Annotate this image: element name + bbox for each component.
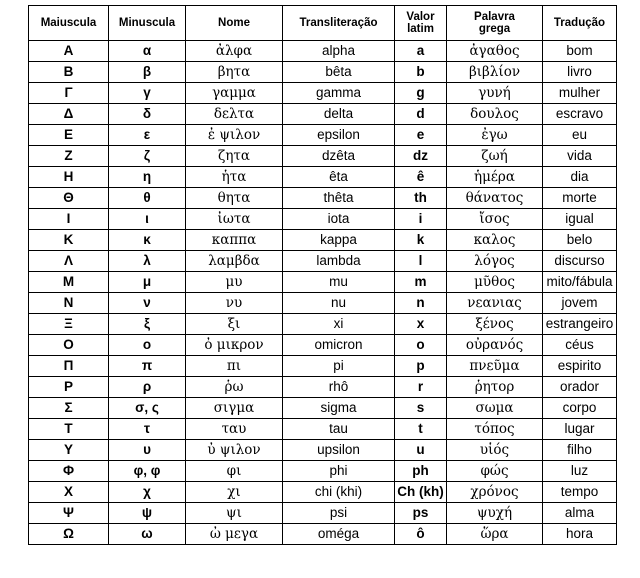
cell-nome: ξι (186, 314, 283, 335)
cell-nome: ταυ (186, 419, 283, 440)
cell-minuscula: ν (109, 293, 186, 314)
cell-maiuscula: Ν (29, 293, 109, 314)
cell-traducao: jovem (543, 293, 617, 314)
cell-palavra-grega: νεανιας (447, 293, 543, 314)
cell-palavra-grega: ψυχή (447, 503, 543, 524)
table-row (29, 419, 617, 440)
cell-nome: φι (186, 461, 283, 482)
cell-palavra-grega: ἴσος (447, 209, 543, 230)
cell-nome: μυ (186, 272, 283, 293)
table-row (29, 230, 617, 251)
table-row (29, 524, 617, 545)
cell-valor-latim: th (395, 188, 447, 209)
cell-transliteracao: chi (khi) (283, 482, 395, 503)
cell-traducao: dia (543, 167, 617, 188)
cell-valor-latim: b (395, 62, 447, 83)
cell-maiuscula: Δ (29, 104, 109, 125)
table-row (29, 356, 617, 377)
header-minuscula: Minuscula (109, 6, 186, 41)
cell-nome: ἀλφα (186, 41, 283, 62)
cell-valor-latim: i (395, 209, 447, 230)
cell-maiuscula: Α (29, 41, 109, 62)
cell-palavra-grega: υἱός (447, 440, 543, 461)
table-row (29, 41, 617, 62)
cell-valor-latim: a (395, 41, 447, 62)
cell-traducao: belo (543, 230, 617, 251)
cell-transliteracao: oméga (283, 524, 395, 545)
cell-valor-latim: k (395, 230, 447, 251)
cell-palavra-grega: ἀγαθος (447, 41, 543, 62)
cell-maiuscula: Ρ (29, 377, 109, 398)
cell-nome: ἡτα (186, 167, 283, 188)
cell-nome: ἰωτα (186, 209, 283, 230)
cell-minuscula: λ (109, 251, 186, 272)
cell-palavra-grega: δουλος (447, 104, 543, 125)
cell-transliteracao: psi (283, 503, 395, 524)
table-row (29, 314, 617, 335)
cell-palavra-grega: ἐγω (447, 125, 543, 146)
cell-transliteracao: lambda (283, 251, 395, 272)
cell-transliteracao: omicron (283, 335, 395, 356)
cell-nome: καππα (186, 230, 283, 251)
cell-traducao: lugar (543, 419, 617, 440)
cell-minuscula: η (109, 167, 186, 188)
cell-transliteracao: tau (283, 419, 395, 440)
cell-valor-latim: d (395, 104, 447, 125)
cell-transliteracao: kappa (283, 230, 395, 251)
cell-maiuscula: Φ (29, 461, 109, 482)
cell-valor-latim: n (395, 293, 447, 314)
cell-minuscula: π (109, 356, 186, 377)
cell-palavra-grega: λόγος (447, 251, 543, 272)
cell-nome: ῥω (186, 377, 283, 398)
cell-traducao: mulher (543, 83, 617, 104)
cell-palavra-grega: ζωή (447, 146, 543, 167)
cell-maiuscula: Ψ (29, 503, 109, 524)
cell-valor-latim: ps (395, 503, 447, 524)
cell-valor-latim: ê (395, 167, 447, 188)
cell-transliteracao: xi (283, 314, 395, 335)
cell-transliteracao: êta (283, 167, 395, 188)
cell-palavra-grega: μῦθος (447, 272, 543, 293)
cell-transliteracao: bêta (283, 62, 395, 83)
cell-traducao: tempo (543, 482, 617, 503)
cell-traducao: espirito (543, 356, 617, 377)
cell-palavra-grega: ξένος (447, 314, 543, 335)
cell-palavra-grega: χρόνος (447, 482, 543, 503)
cell-transliteracao: phi (283, 461, 395, 482)
cell-nome: ὀ μικρον (186, 335, 283, 356)
cell-transliteracao: alpha (283, 41, 395, 62)
cell-maiuscula: Ι (29, 209, 109, 230)
cell-maiuscula: Ο (29, 335, 109, 356)
cell-palavra-grega: φώς (447, 461, 543, 482)
cell-transliteracao: thêta (283, 188, 395, 209)
greek-alphabet-table (28, 5, 617, 545)
cell-traducao: corpo (543, 398, 617, 419)
cell-palavra-grega: ἡμέρα (447, 167, 543, 188)
table-row (29, 272, 617, 293)
cell-maiuscula: Λ (29, 251, 109, 272)
cell-palavra-grega: βιβλίον (447, 62, 543, 83)
cell-maiuscula: Μ (29, 272, 109, 293)
cell-transliteracao: nu (283, 293, 395, 314)
cell-minuscula: τ (109, 419, 186, 440)
table-row (29, 377, 617, 398)
cell-minuscula: ζ (109, 146, 186, 167)
cell-maiuscula: Κ (29, 230, 109, 251)
header-palavra-grega (447, 6, 543, 41)
cell-minuscula: ε (109, 125, 186, 146)
cell-traducao: luz (543, 461, 617, 482)
cell-maiuscula: Ξ (29, 314, 109, 335)
cell-transliteracao: iota (283, 209, 395, 230)
cell-traducao: filho (543, 440, 617, 461)
cell-valor-latim: ô (395, 524, 447, 545)
cell-nome: χι (186, 482, 283, 503)
cell-minuscula: ξ (109, 314, 186, 335)
table-row (29, 104, 617, 125)
cell-minuscula: σ, ς (109, 398, 186, 419)
cell-palavra-grega: οὐρανός (447, 335, 543, 356)
cell-minuscula: θ (109, 188, 186, 209)
table-row (29, 83, 617, 104)
cell-nome: βητα (186, 62, 283, 83)
cell-transliteracao: gamma (283, 83, 395, 104)
cell-maiuscula: Χ (29, 482, 109, 503)
cell-traducao: orador (543, 377, 617, 398)
cell-valor-latim: m (395, 272, 447, 293)
cell-palavra-grega: ὥρα (447, 524, 543, 545)
cell-traducao: livro (543, 62, 617, 83)
cell-valor-latim: u (395, 440, 447, 461)
cell-valor-latim: g (395, 83, 447, 104)
cell-maiuscula: Γ (29, 83, 109, 104)
header-maiuscula: Maiuscula (29, 6, 109, 41)
cell-valor-latim: o (395, 335, 447, 356)
header-palavra-grega-label: Palavra grega (474, 11, 515, 35)
table-row (29, 398, 617, 419)
cell-transliteracao: pi (283, 356, 395, 377)
cell-valor-latim: ph (395, 461, 447, 482)
cell-traducao: estrangeiro (543, 314, 617, 335)
cell-maiuscula: Ε (29, 125, 109, 146)
cell-traducao: alma (543, 503, 617, 524)
cell-nome: γαμμα (186, 83, 283, 104)
cell-nome: νυ (186, 293, 283, 314)
cell-transliteracao: epsilon (283, 125, 395, 146)
table-row (29, 125, 617, 146)
cell-valor-latim: Ch (kh) (395, 482, 447, 503)
cell-traducao: eu (543, 125, 617, 146)
cell-valor-latim: l (395, 251, 447, 272)
cell-minuscula: χ (109, 482, 186, 503)
table-row (29, 188, 617, 209)
cell-nome: ἐ ψιλον (186, 125, 283, 146)
cell-valor-latim: e (395, 125, 447, 146)
cell-palavra-grega: γυνή (447, 83, 543, 104)
table-row (29, 482, 617, 503)
cell-minuscula: ρ (109, 377, 186, 398)
cell-minuscula: υ (109, 440, 186, 461)
table-row (29, 440, 617, 461)
cell-palavra-grega: θάνατος (447, 188, 543, 209)
cell-maiuscula: Ω (29, 524, 109, 545)
cell-minuscula: ω (109, 524, 186, 545)
cell-minuscula: ψ (109, 503, 186, 524)
cell-valor-latim: p (395, 356, 447, 377)
cell-traducao: morte (543, 188, 617, 209)
table-row (29, 146, 617, 167)
cell-valor-latim: dz (395, 146, 447, 167)
cell-maiuscula: Ζ (29, 146, 109, 167)
cell-valor-latim: r (395, 377, 447, 398)
cell-maiuscula: Π (29, 356, 109, 377)
cell-nome: θητα (186, 188, 283, 209)
cell-traducao: discurso (543, 251, 617, 272)
cell-maiuscula: Σ (29, 398, 109, 419)
cell-nome: ζητα (186, 146, 283, 167)
cell-palavra-grega: καλος (447, 230, 543, 251)
table-row (29, 251, 617, 272)
cell-traducao: céus (543, 335, 617, 356)
header-nome: Nome (186, 6, 283, 41)
cell-transliteracao: upsilon (283, 440, 395, 461)
cell-transliteracao: dzêta (283, 146, 395, 167)
cell-palavra-grega: πνεῦμα (447, 356, 543, 377)
table-row (29, 62, 617, 83)
cell-minuscula: γ (109, 83, 186, 104)
header-traducao: Tradução (543, 6, 617, 41)
cell-traducao: igual (543, 209, 617, 230)
cell-minuscula: β (109, 62, 186, 83)
header-transliteracao: Transliteração (283, 6, 395, 41)
cell-minuscula: α (109, 41, 186, 62)
cell-transliteracao: delta (283, 104, 395, 125)
table-row (29, 335, 617, 356)
cell-maiuscula: Θ (29, 188, 109, 209)
cell-nome: πι (186, 356, 283, 377)
header-valor-latim-label: Valor latim (406, 11, 435, 35)
cell-palavra-grega: τόπος (447, 419, 543, 440)
cell-valor-latim: t (395, 419, 447, 440)
cell-minuscula: φ, φ (109, 461, 186, 482)
cell-nome: ψι (186, 503, 283, 524)
header-valor-latim (395, 6, 447, 41)
header-row (29, 6, 617, 41)
cell-transliteracao: rhô (283, 377, 395, 398)
table-row (29, 461, 617, 482)
cell-maiuscula: Η (29, 167, 109, 188)
table-row (29, 167, 617, 188)
cell-maiuscula: Υ (29, 440, 109, 461)
cell-minuscula: ι (109, 209, 186, 230)
cell-traducao: escravo (543, 104, 617, 125)
cell-valor-latim: x (395, 314, 447, 335)
cell-nome: ὠ μεγα (186, 524, 283, 545)
cell-maiuscula: Τ (29, 419, 109, 440)
cell-nome: ὐ ψιλον (186, 440, 283, 461)
cell-minuscula: μ (109, 272, 186, 293)
cell-traducao: mito/fábula (543, 272, 617, 293)
cell-nome: δελτα (186, 104, 283, 125)
cell-nome: λαμβδα (186, 251, 283, 272)
cell-traducao: vida (543, 146, 617, 167)
cell-traducao: bom (543, 41, 617, 62)
cell-transliteracao: sigma (283, 398, 395, 419)
cell-palavra-grega: σωμα (447, 398, 543, 419)
cell-minuscula: δ (109, 104, 186, 125)
cell-minuscula: κ (109, 230, 186, 251)
table-row (29, 503, 617, 524)
cell-transliteracao: mu (283, 272, 395, 293)
cell-nome: σιγμα (186, 398, 283, 419)
cell-maiuscula: Β (29, 62, 109, 83)
cell-valor-latim: s (395, 398, 447, 419)
table-row (29, 293, 617, 314)
table-body (29, 41, 617, 545)
table-row (29, 209, 617, 230)
cell-traducao: hora (543, 524, 617, 545)
cell-minuscula: ο (109, 335, 186, 356)
cell-palavra-grega: ῥητορ (447, 377, 543, 398)
